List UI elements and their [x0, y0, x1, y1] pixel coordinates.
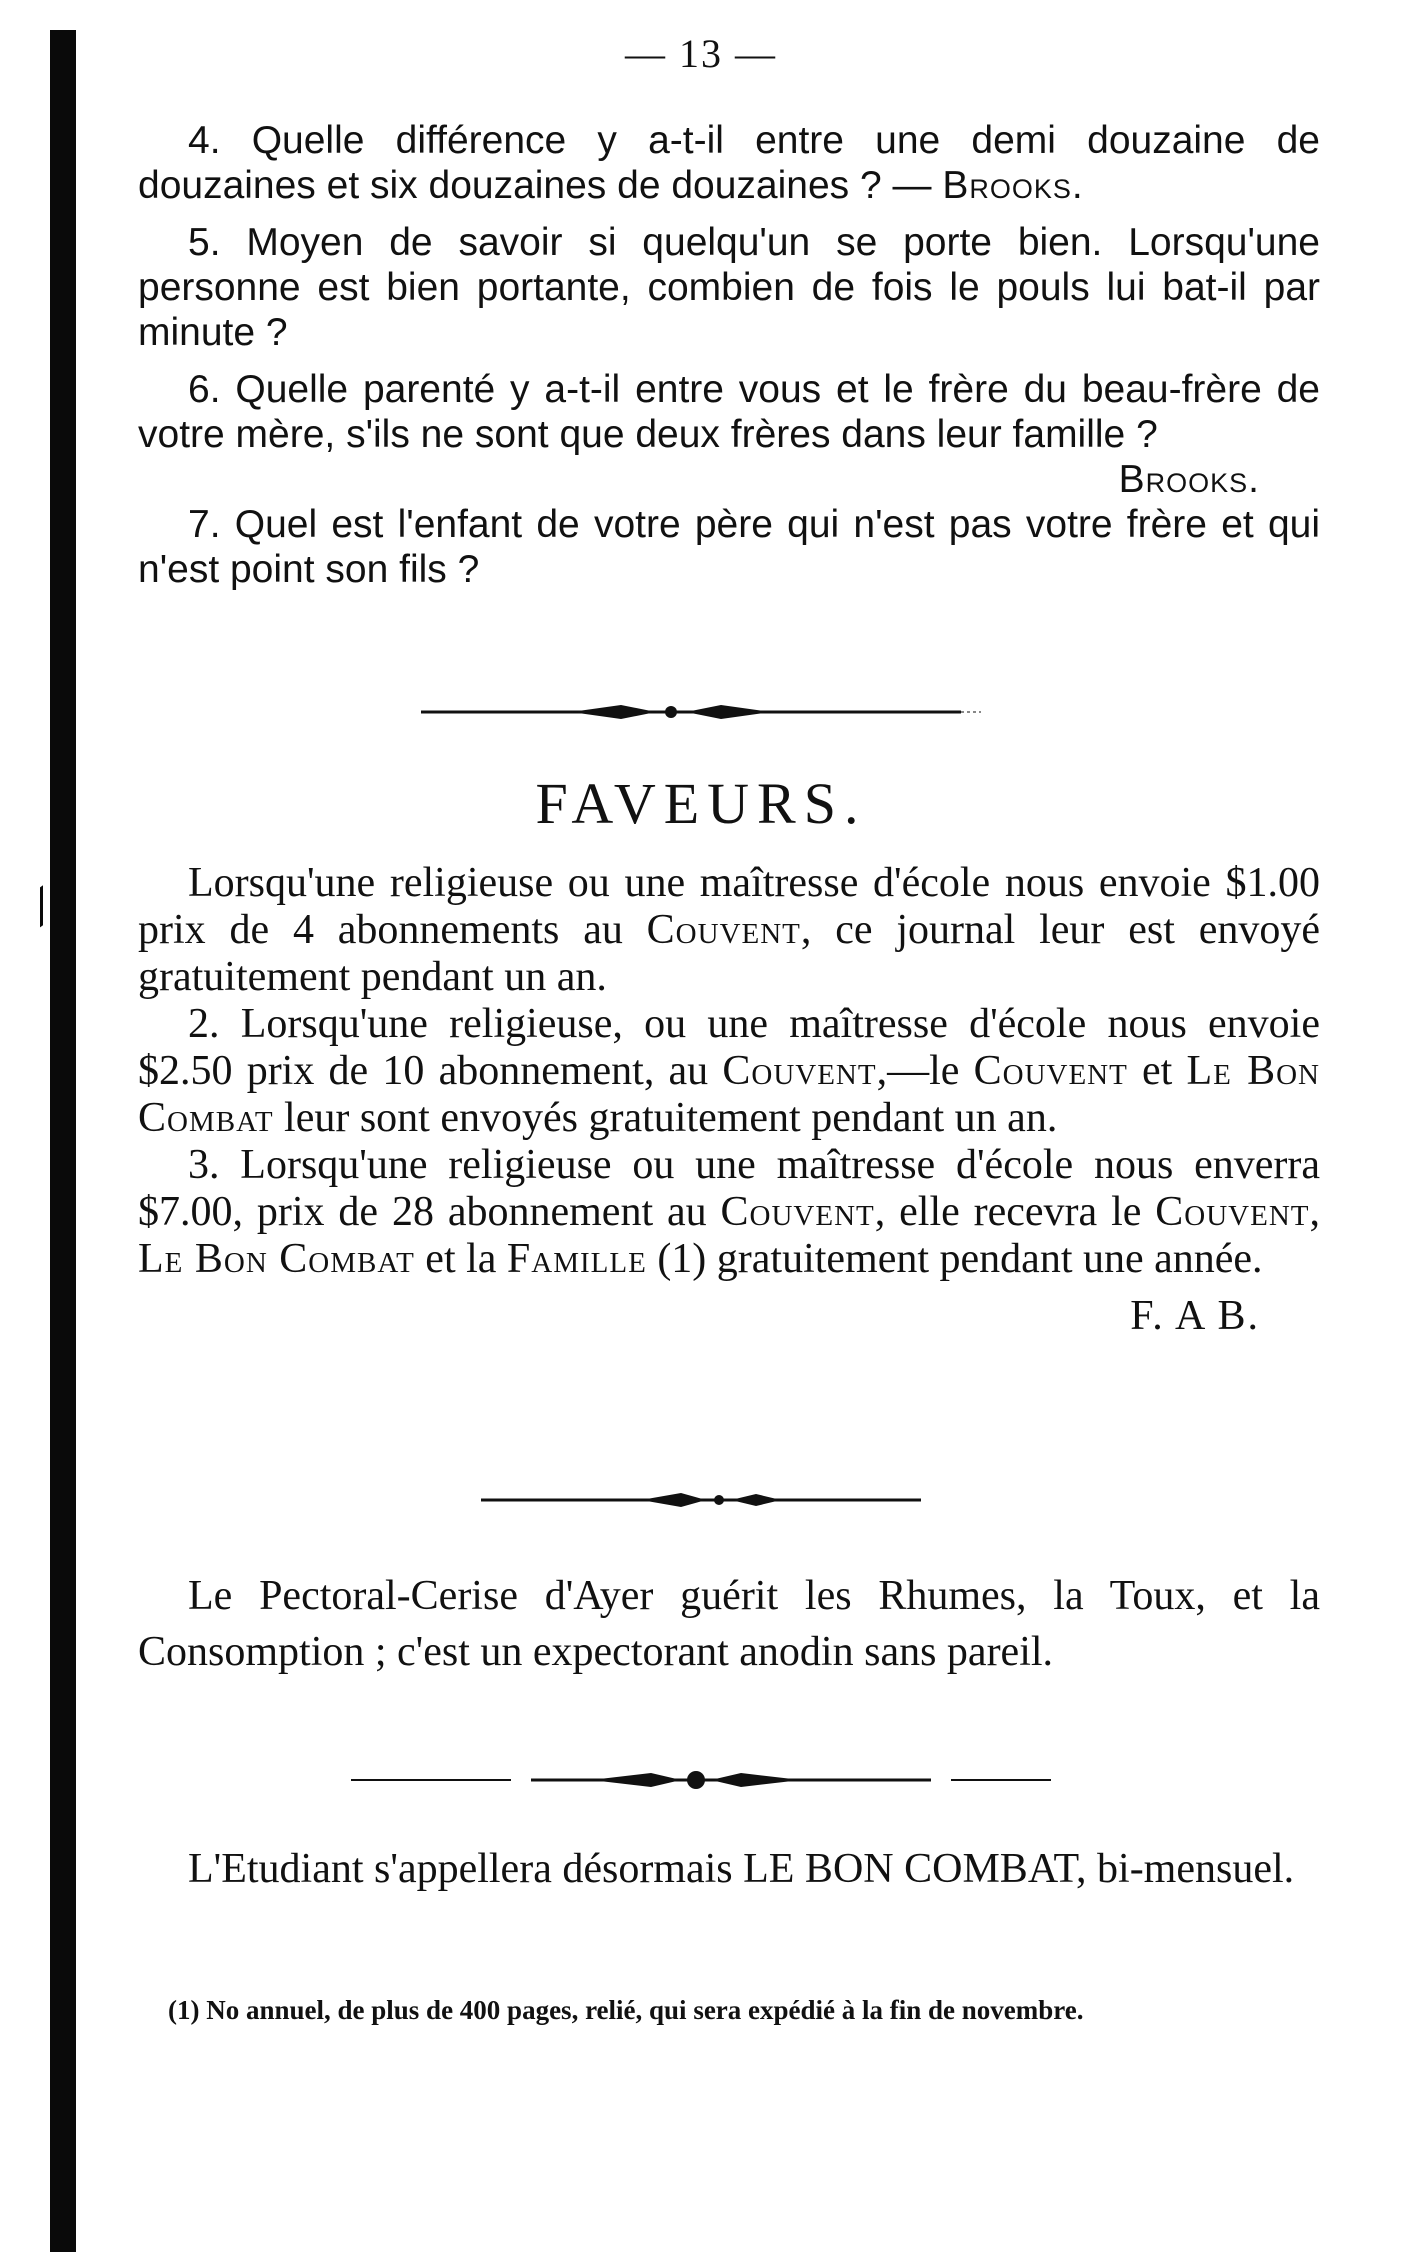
puzzles-section [138, 118, 1320, 604]
page-number: — 13 — [625, 31, 777, 76]
faveurs-heading: FAVEURS. [535, 771, 867, 836]
puzzle-item: 6. Quelle parenté y a-t-il entre vous et le frère du beau-frère de votre mère, s'ils ne sont que deux frères dans leur famille ? Brooks. [138, 368, 1320, 501]
advertisement-text: Le Pectoral-Cerise d'Ayer guérit les Rhumes, la Toux, et la Consomption ; c'est un expectorant anodin sans pareil. [138, 1573, 1320, 1675]
notice-text: L'Etudiant s'appellera désormais LE BON COMBAT, bi-mensuel. [188, 1846, 1295, 1892]
puzzle-item: 5. Moyen de savoir si quelqu'un se porte bien. Lorsqu'une personne est bien portante, combien de fois le pouls lui bat-il par minute ? [138, 221, 1320, 354]
left-margin-rule [50, 30, 76, 2252]
puzzle-item: 4. Quelle différence y a-t-il entre une demi douzaine de douzaines et six douzaines de douzaines ? — Brooks. [138, 119, 1320, 207]
faveurs-paragraph: 3. Lorsqu'une religieuse ou une maîtresse d'école nous enverra $7.00, prix de 28 abonnement au Couvent, elle recevra le Couvent, Le Bon Combat et la Famille (1) gratuitement pendant une année. [138, 1142, 1320, 1282]
divider-ornament [0, 1768, 1402, 1792]
divider-ornament [0, 1488, 1402, 1512]
faveurs-paragraph: 2. Lorsqu'une religieuse, ou une maîtresse d'école nous envoie $2.50 prix de 10 abonnement, au Couvent,—le Couvent et Le Bon Combat leur sont envoyés gratuitement pendant un an. [138, 1001, 1320, 1141]
footnote-section [138, 1992, 1320, 2028]
faveurs-section [138, 860, 1320, 1340]
puzzle-signature: Brooks. [1118, 458, 1260, 501]
faveurs-paragraph: Lorsqu'une religieuse ou une maîtresse d'école nous envoie $1.00 prix de 4 abonnements au Couvent, ce journal leur est envoyé gratuitement pendant un an. [138, 860, 1320, 1000]
puzzle-item: 7. Quel est l'enfant de votre père qui n'est pas votre frère et qui n'est point son fils ? [138, 503, 1320, 591]
faveurs-signature: F. A B. [1130, 1293, 1260, 1339]
notice-section [138, 1840, 1320, 1898]
footnote-text: (1) No annuel, de plus de 400 pages, relié, qui sera expédié à la fin de novembre. [168, 1995, 1084, 2025]
divider-ornament [0, 700, 1402, 724]
puzzle-signature: Brooks. [942, 164, 1084, 207]
advertisement [138, 1568, 1320, 1680]
